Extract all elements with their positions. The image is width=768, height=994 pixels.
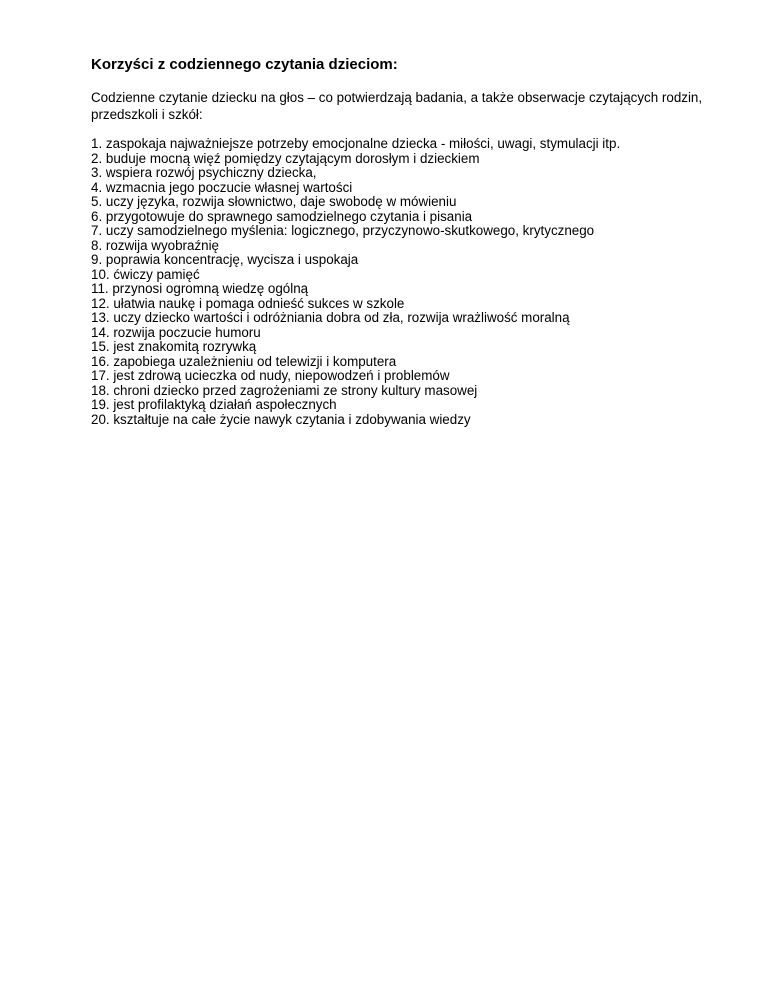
- document-title: Korzyści z codziennego czytania dzieciom:: [91, 56, 398, 73]
- list-item: 9. poprawia koncentrację, wycisza i uspokaja: [91, 252, 359, 267]
- benefits-list: [91, 137, 731, 427]
- list-item: 14. rozwija poczucie humoru: [91, 324, 261, 340]
- list-item: 20. kształtuje na całe życie nawyk czytania i zdobywania wiedzy: [91, 411, 471, 427]
- list-item: 7. uczy samodzielnego myślenia: logicznego, przyczynowo-skutkowego, krytycznego: [91, 223, 595, 238]
- list-item: 6. przygotowuje do sprawnego samodzielnego czytania i pisania: [91, 208, 473, 224]
- list-item: 1. zaspokaja najważniejsze potrzeby emocjonalne dziecka - miłości, uwagi, stymulacji itp.: [91, 136, 621, 151]
- list-item: 13. uczy dziecko wartości i odróżniania dobra od zła, rozwija wrażliwość moralną: [91, 310, 570, 325]
- list-item: 5. uczy języka, rozwija słownictwo, daje swobodę w mówieniu: [91, 194, 457, 209]
- list-item: 2. buduje mocną więź pomiędzy czytającym dorosłym i dzieckiem: [91, 150, 480, 166]
- list-item: 17. jest zdrową ucieczka od nudy, niepowodzeń i problemów: [91, 368, 450, 383]
- document-page: [91, 56, 731, 427]
- list-item: 12. ułatwia naukę i pomaga odnieść sukces w szkole: [91, 295, 405, 311]
- list-item: 10. ćwiczy pamięć: [91, 266, 200, 282]
- list-item: 18. chroni dziecko przed zagrożeniami ze strony kultury masowej: [91, 382, 478, 398]
- list-item: 8. rozwija wyobraźnię: [91, 237, 220, 253]
- document-intro: Codzienne czytanie dziecku na głos – co potwierdzają badania, a także obserwacje czytających rodzin, przedszkoli i szkół:: [91, 90, 703, 122]
- list-item: 11. przynosi ogromną wiedzę ogólną: [91, 281, 309, 296]
- list-item: 19. jest profilaktyką działań aspołecznych: [91, 397, 337, 412]
- list-item: 4. wzmacnia jego poczucie własnej wartości: [91, 179, 353, 195]
- list-item: 16. zapobiega uzależnieniu od telewizji i komputera: [91, 353, 397, 369]
- list-item: 3. wspiera rozwój psychiczny dziecka,: [91, 165, 317, 180]
- list-item: 15. jest znakomitą rozrywką: [91, 339, 257, 354]
